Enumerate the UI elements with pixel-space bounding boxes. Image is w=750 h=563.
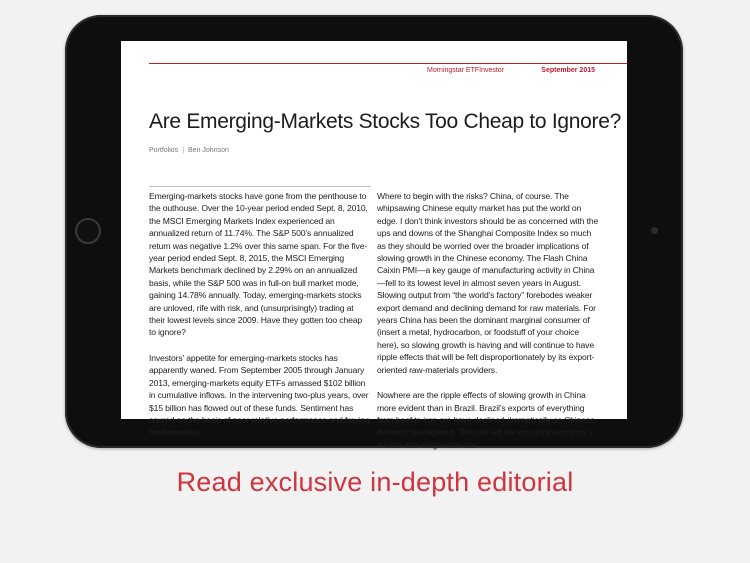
- article-section: Portfolios: [149, 147, 179, 154]
- home-button[interactable]: [75, 218, 101, 244]
- header-rule: [149, 63, 627, 64]
- promo-caption: Read exclusive in-depth editorial: [176, 467, 574, 497]
- camera-icon: [651, 227, 658, 234]
- publication-name: Morningstar ETFInvestor: [427, 67, 505, 74]
- byline: [149, 147, 229, 154]
- paragraph: Investors’ appetite for emerging-markets stocks has apparently waned. From September 2005 through January 2013, emerging-markets equity ETFs amassed $102 billion in cumulative inflows. In the intervening two-plus years, over $15 billion has flowed out of these funds. Sentiment has soured on the basis of poor relative performance and fraying fundamentals.: [149, 352, 370, 438]
- tablet-frame: [65, 15, 683, 448]
- left-column-rule: [149, 186, 371, 187]
- issue-date: September 2015: [541, 67, 595, 74]
- paragraph: Emerging-markets stocks have gone from the penthouse to the outhouse. Over the 10-year period ended Sept. 8, 2010, the MSCI Emerging Markets Index experienced an annualized return of 11.74%. The S&P 500’s annualized return was negative 1.2% over this same span. For the five-year period ended Sept. 8, 2015, the MSCI Emerging Markets benchmark declined by 2.29% on an annualized basis, while the S&P 500 was in full-on bull market mode, gaining 14.78% annually. Today, emerging-markets stocks are unloved, rife with risk, and (unsurprisingly) trading at their lowest levels since 2009. Have they gotten too cheap to ignore?: [149, 191, 368, 338]
- article-author: Ben Johnson: [188, 147, 229, 154]
- article-screen[interactable]: [121, 41, 627, 450]
- article-column-right: [377, 190, 599, 464]
- article-title: Are Emerging-Markets Stocks Too Cheap to Ignore?: [149, 110, 621, 133]
- paragraph: Where to begin with the risks? China, of course. The whipsawing Chinese equity market has put the world on edge. I don’t think investors should be as concerned with the ups and downs of the Shanghai Composite Index so much as they should be worried over the broader implications of slowing growth in the Chinese economy. The Flash China Caixin PMI—a key gauge of manufacturing activity in China—fell to its lowest level in almost seven years in August. Slowing output from “the world’s factory” forebodes weaker export demand and declining demand for raw materials. For years China has been the dominant marginal consumer of (insert a metal, hydrocarbon, or foodstuff of your choice here), so slowing growth is having and will continue to have ripple effects that will be felt disproportionately by its export-oriented raw-materials providers.: [377, 191, 599, 375]
- byline-separator: |: [182, 147, 185, 154]
- paragraph: Nowhere are the ripple effects of slowing growth in China more evident than in Brazil. Brazil’s exports of everything from beef to iron ore have declined dramatically as Chinese demand has tapered. This has left the country’s economy in a lurch and weighed on the: [377, 390, 596, 450]
- article-column-left: [149, 190, 371, 452]
